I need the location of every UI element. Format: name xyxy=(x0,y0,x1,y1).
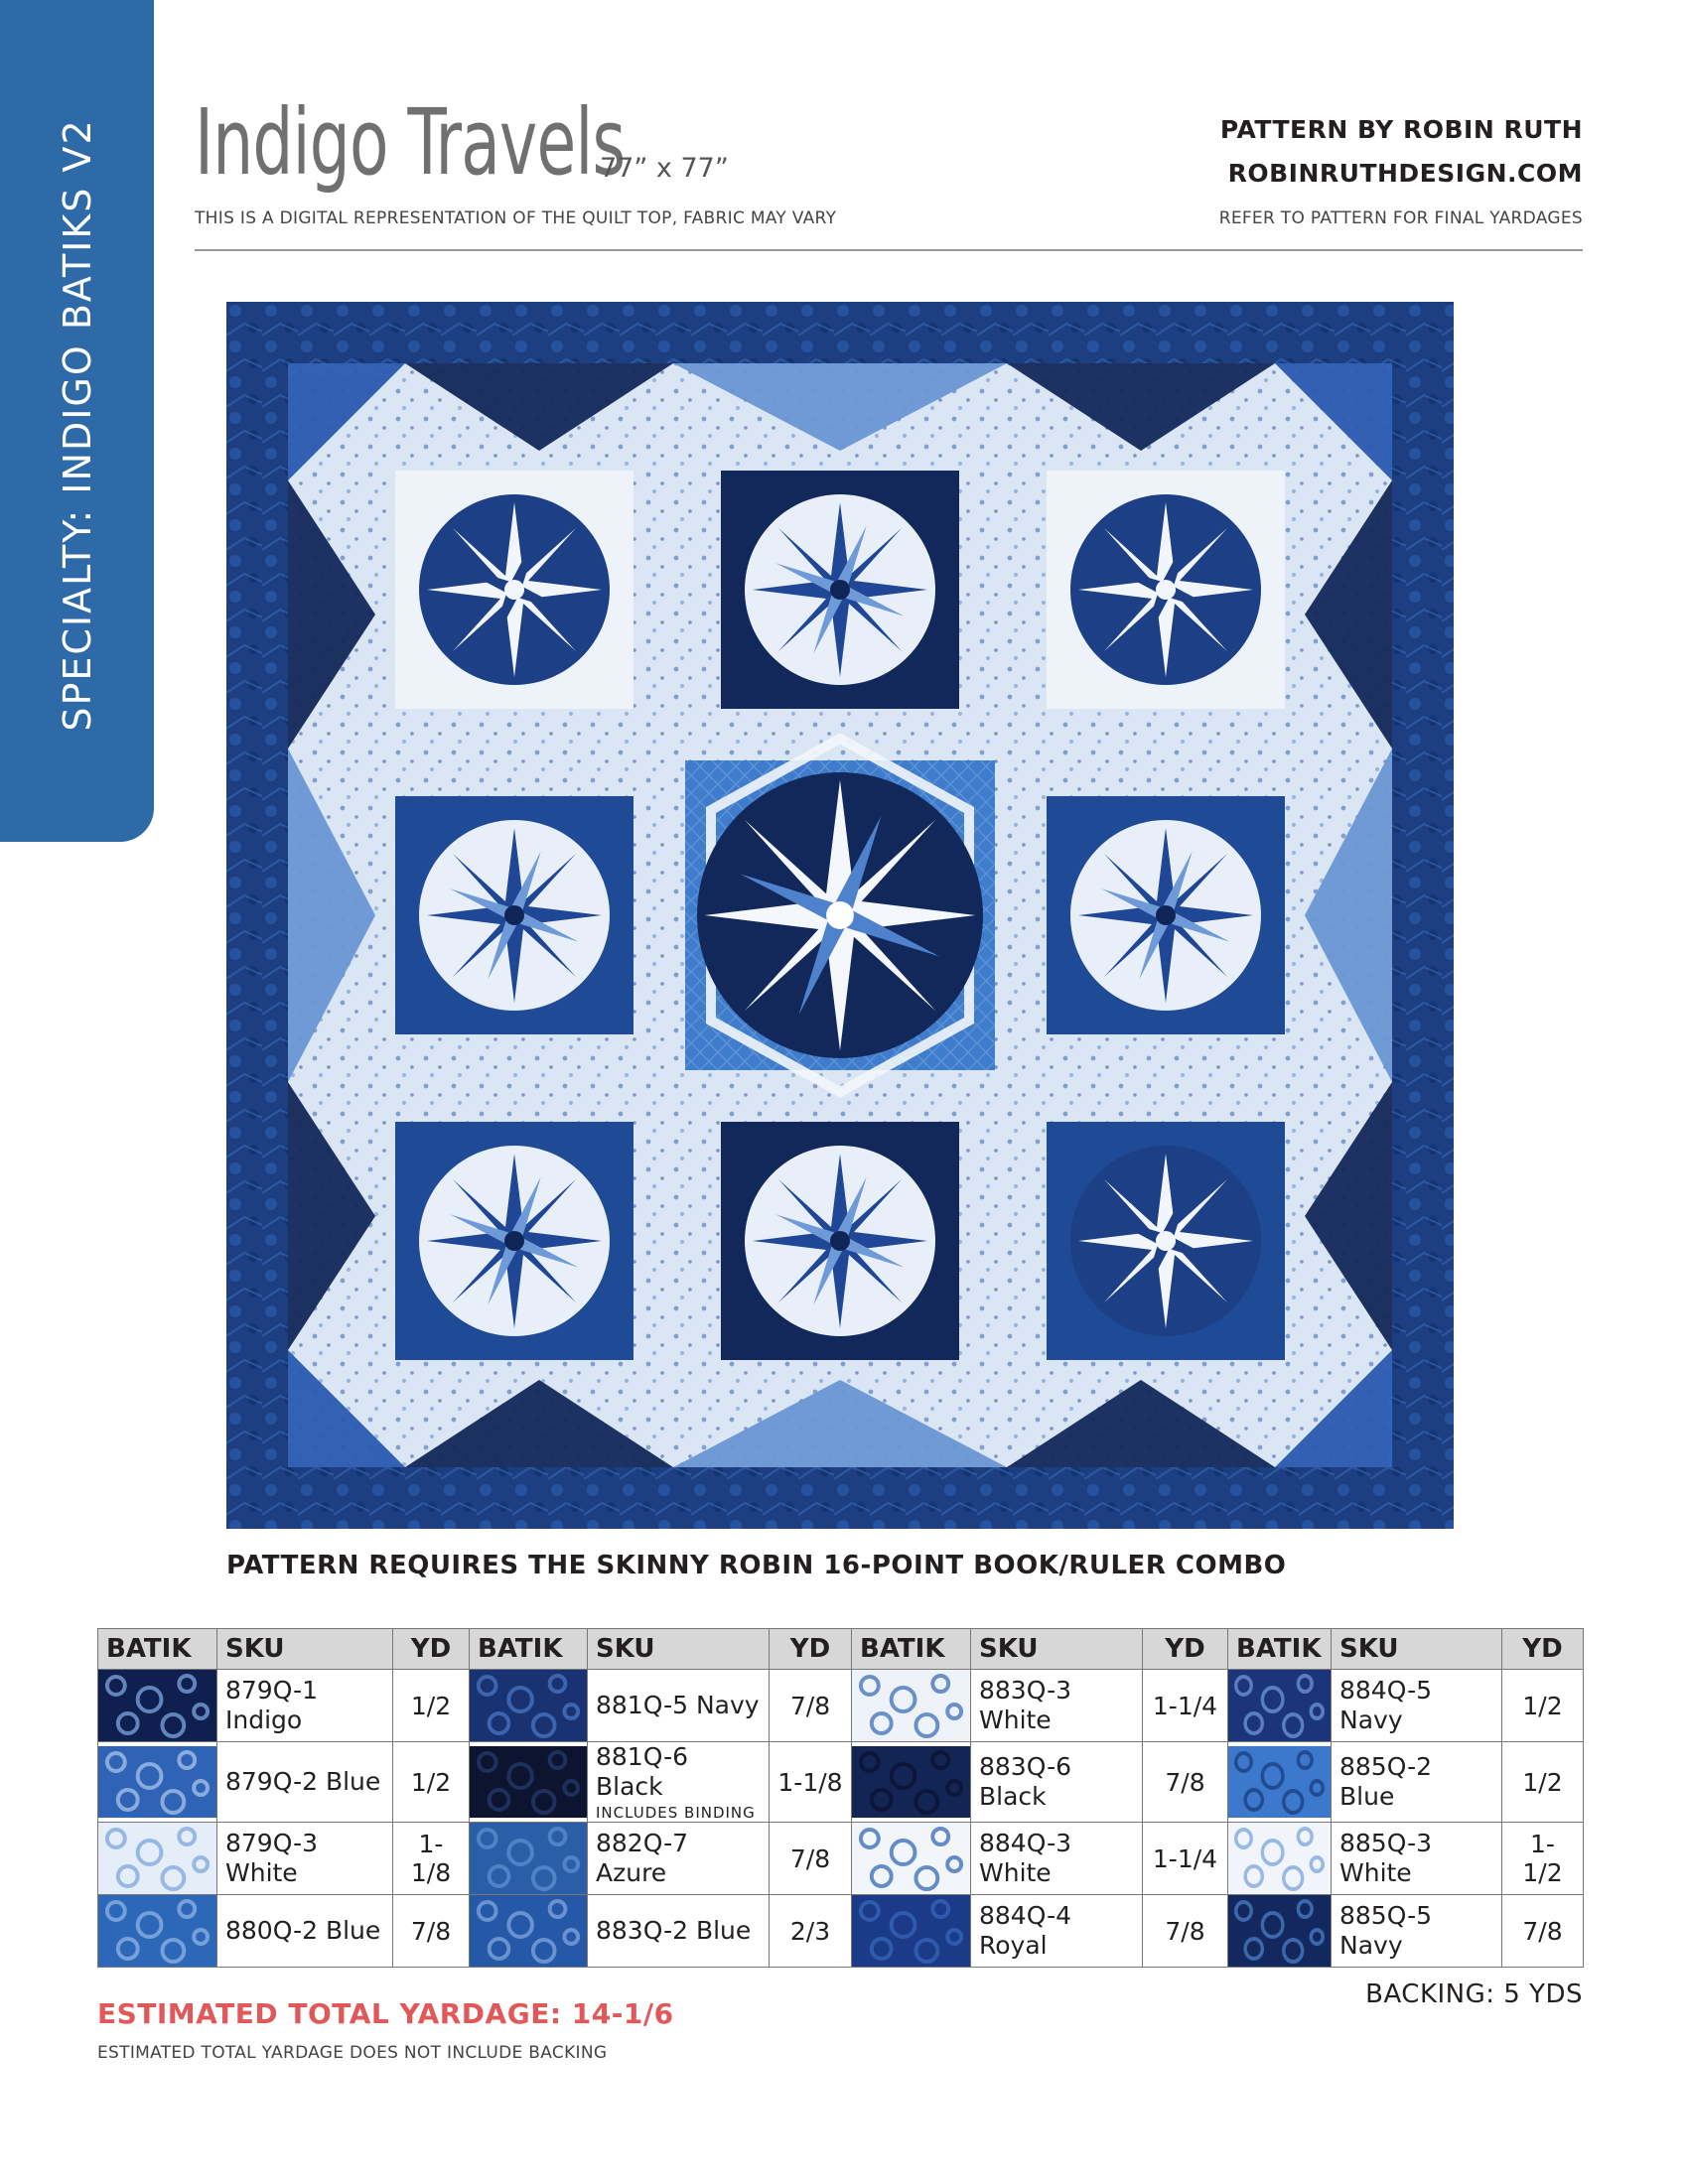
fabric-sku xyxy=(217,1823,393,1895)
fabric-sku-label: 879Q-1 Indigo xyxy=(225,1676,319,1734)
fabric-sku xyxy=(588,1895,770,1968)
quilt-dimensions: 77” x 77” xyxy=(600,153,729,184)
fabric-sku-label: 881Q-6 Black xyxy=(596,1742,689,1801)
fabric-swatch-image xyxy=(98,1746,216,1818)
fabric-sku-label: 884Q-5 Navy xyxy=(1339,1676,1433,1734)
fabric-swatch-image xyxy=(98,1895,216,1967)
fabric-table xyxy=(97,1628,1584,1968)
fabric-swatch xyxy=(1228,1670,1332,1742)
fabric-yardage: 1-1/2 xyxy=(1502,1823,1584,1895)
fabric-swatch xyxy=(470,1823,588,1895)
yd-header: YD xyxy=(1502,1629,1584,1670)
fabric-swatch-image xyxy=(470,1746,587,1818)
fabric-swatch-image xyxy=(1228,1670,1331,1741)
yd-header: YD xyxy=(770,1629,852,1670)
fabric-swatch xyxy=(98,1670,217,1742)
fabric-sku-label: 883Q-3 White xyxy=(979,1676,1072,1734)
sidebar-label: SPECIALTY: INDIGO BATIKS V2 xyxy=(56,118,99,732)
fabric-yardage: 7/8 xyxy=(1143,1742,1228,1823)
fabric-swatch-image xyxy=(852,1670,970,1741)
fabric-swatch xyxy=(852,1742,971,1823)
website-link[interactable]: ROBINRUTHDESIGN.COM xyxy=(1227,159,1583,188)
fabric-yardage: 1-1/8 xyxy=(770,1742,852,1823)
sidebar-tab xyxy=(0,0,154,842)
fabric-sku-note: INCLUDES BINDING xyxy=(596,1804,756,1822)
digital-disclaimer: THIS IS A DIGITAL REPRESENTATION OF THE QUILT TOP, FABRIC MAY VARY xyxy=(195,208,837,228)
pattern-title: Indigo Travels xyxy=(195,89,626,196)
fabric-swatch xyxy=(470,1742,588,1823)
fabric-yardage: 1/2 xyxy=(393,1670,470,1742)
fabric-yardage: 7/8 xyxy=(770,1670,852,1742)
fabric-sku-label: 885Q-5 Navy xyxy=(1339,1901,1433,1960)
fabric-sku xyxy=(971,1823,1143,1895)
fabric-sku-label: 880Q-2 Blue xyxy=(225,1916,381,1945)
fabric-sku-label: 884Q-3 White xyxy=(979,1829,1072,1887)
sku-header: SKU xyxy=(588,1629,770,1670)
batik-header: BATIK xyxy=(1228,1629,1332,1670)
fabric-swatch xyxy=(470,1895,588,1968)
fabric-swatch xyxy=(852,1670,971,1742)
fabric-swatch xyxy=(470,1670,588,1742)
sku-header: SKU xyxy=(971,1629,1143,1670)
fabric-sku-label: 885Q-3 White xyxy=(1339,1829,1433,1887)
fabric-swatch xyxy=(1228,1895,1332,1968)
fabric-sku xyxy=(1332,1742,1502,1823)
fabric-sku xyxy=(1332,1823,1502,1895)
fabric-sku xyxy=(217,1670,393,1742)
fabric-yardage: 1-1/4 xyxy=(1143,1670,1228,1742)
fabric-sku xyxy=(217,1742,393,1823)
sku-header: SKU xyxy=(1332,1629,1502,1670)
sku-header: SKU xyxy=(217,1629,393,1670)
fabric-swatch-image xyxy=(470,1895,587,1967)
fabric-sku xyxy=(217,1895,393,1968)
fabric-swatch xyxy=(852,1895,971,1968)
yardage-note: REFER TO PATTERN FOR FINAL YARDAGES xyxy=(1218,208,1583,228)
fabric-swatch-image xyxy=(98,1823,216,1894)
fabric-yardage: 1/2 xyxy=(393,1742,470,1823)
fabric-swatch xyxy=(1228,1823,1332,1895)
designer-credit: PATTERN BY ROBIN RUTH xyxy=(1219,115,1583,144)
table-row xyxy=(98,1742,1584,1823)
fabric-sku xyxy=(971,1742,1143,1823)
yd-header: YD xyxy=(1143,1629,1228,1670)
fabric-yardage: 7/8 xyxy=(770,1823,852,1895)
fabric-yardage: 1-1/4 xyxy=(1143,1823,1228,1895)
fabric-yardage: 1/2 xyxy=(1502,1670,1584,1742)
fabric-swatch xyxy=(852,1823,971,1895)
backing-yardage: BACKING: 5 YDS xyxy=(1365,1979,1583,2009)
fabric-sku-label: 879Q-2 Blue xyxy=(225,1767,381,1796)
fabric-yardage: 2/3 xyxy=(770,1895,852,1968)
table-header-row xyxy=(98,1629,1584,1670)
header-divider xyxy=(195,249,1583,251)
fabric-sku-label: 884Q-4 Royal xyxy=(979,1901,1072,1960)
total-yardage-note: ESTIMATED TOTAL YARDAGE DOES NOT INCLUDE BACKING xyxy=(97,2043,608,2063)
total-yardage: ESTIMATED TOTAL YARDAGE: 14-1/6 xyxy=(97,1997,674,2030)
yd-header: YD xyxy=(393,1629,470,1670)
ruler-requirement: PATTERN REQUIRES THE SKINNY ROBIN 16-POINT BOOK/RULER COMBO xyxy=(226,1551,1287,1580)
fabric-sku xyxy=(1332,1670,1502,1742)
fabric-swatch xyxy=(98,1895,217,1968)
batik-header: BATIK xyxy=(852,1629,971,1670)
fabric-sku xyxy=(971,1895,1143,1968)
fabric-yardage: 7/8 xyxy=(393,1895,470,1968)
fabric-swatch-image xyxy=(852,1746,970,1818)
fabric-sku xyxy=(588,1823,770,1895)
fabric-yardage: 1-1/8 xyxy=(393,1823,470,1895)
fabric-swatch-image xyxy=(1228,1823,1331,1894)
fabric-swatch xyxy=(98,1823,217,1895)
fabric-sku-label: 881Q-5 Navy xyxy=(596,1691,760,1719)
fabric-sku-label: 883Q-2 Blue xyxy=(596,1916,752,1945)
fabric-sku-label: 883Q-6 Black xyxy=(979,1752,1072,1811)
table-row xyxy=(98,1895,1584,1968)
fabric-swatch xyxy=(98,1742,217,1823)
quilt-image xyxy=(226,302,1454,1529)
fabric-swatch-image xyxy=(852,1823,970,1894)
fabric-sku-label: 882Q-7 Azure xyxy=(596,1829,689,1887)
fabric-sku-label: 885Q-2 Blue xyxy=(1339,1752,1433,1811)
fabric-swatch-image xyxy=(852,1895,970,1967)
fabric-swatch-image xyxy=(470,1670,587,1741)
fabric-sku xyxy=(1332,1895,1502,1968)
table-row xyxy=(98,1823,1584,1895)
fabric-yardage: 7/8 xyxy=(1143,1895,1228,1968)
batik-header: BATIK xyxy=(98,1629,217,1670)
fabric-sku xyxy=(588,1742,770,1823)
table-row xyxy=(98,1670,1584,1742)
fabric-yardage: 7/8 xyxy=(1502,1895,1584,1968)
fabric-sku xyxy=(588,1670,770,1742)
fabric-swatch-image xyxy=(98,1670,216,1741)
fabric-swatch xyxy=(1228,1742,1332,1823)
fabric-sku-label: 879Q-3 White xyxy=(225,1829,319,1887)
batik-header: BATIK xyxy=(470,1629,588,1670)
fabric-sku xyxy=(971,1670,1143,1742)
fabric-swatch-image xyxy=(1228,1895,1331,1967)
fabric-swatch-image xyxy=(470,1823,587,1894)
fabric-swatch-image xyxy=(1228,1746,1331,1818)
fabric-yardage: 1/2 xyxy=(1502,1742,1584,1823)
